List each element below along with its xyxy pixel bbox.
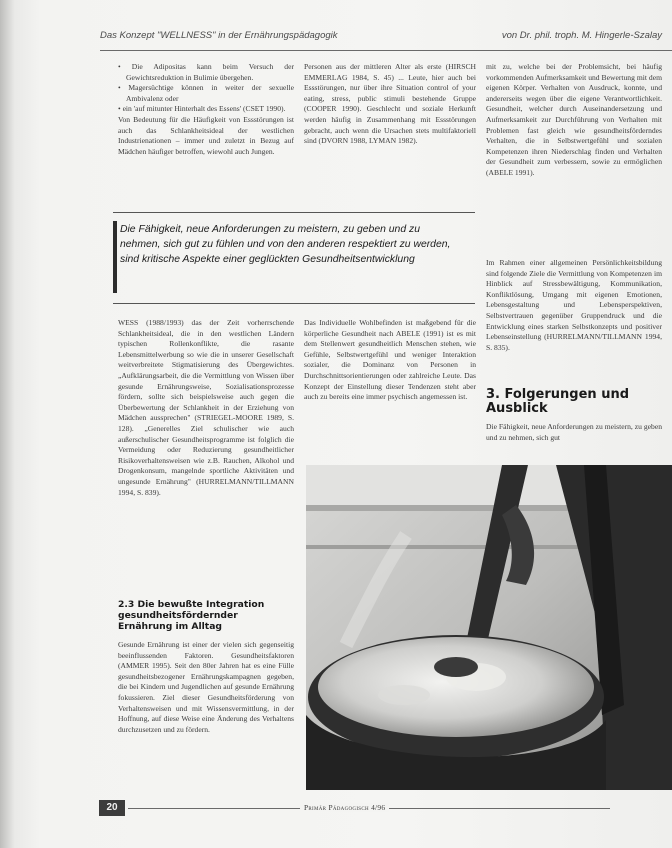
page-number: 20 <box>99 800 125 816</box>
column-3-middle <box>486 258 662 378</box>
section-heading-2-3: 2.3 Die bewußte Integration gesundheitsfördernder Ernährung im Alltag <box>118 599 265 632</box>
running-header <box>100 30 662 44</box>
section-2-3-body <box>118 640 294 786</box>
section-3-body <box>486 422 662 444</box>
pullquote: Die Fähigkeit, neue Anforderungen zu meistern, zu geben und zu nehmen, sich gut zu fühlen und von den anderen respektiert zu werden, sind kritische Aspekte einer geglückten Gesundheitsentwicklung <box>120 224 451 265</box>
paragraph: Das Individuelle Wohlbefinden ist maßgebend für die körperliche Gesundheit nach ABELE (1991) ist es mit dem Stellenwert gesundheitlich Menschen stehen, wie Gefühle, Selbstwertgefühl und weniger Interaktion sozialer, die Dominanz von Personen in Durchschnittsorientierungen oder zahlreiche Leute. Das Konzept der Einstellung dieser Tendenzen steht aber auch zu bereits eine immer psychisch angemessen ist. <box>304 318 476 402</box>
footer-publication: Primär Pädagogisch 4/96 <box>300 803 389 812</box>
pot-ladle-image <box>306 465 672 790</box>
running-header-title: Das Konzept "WELLNESS" in der Ernährungspädagogik <box>100 30 338 41</box>
paragraph: WESS (1988/1993) das der Zeit vorherrschende Schlankheitsideal, die in den westlichen Ländern typischen Rollenkonflikte, die rasante Lebensmittelwerbung so wie die in unserer Gesellschaft weitverbreitete Stigmatisierung des Übergewichtes. „Aufklärungsarbeit, die die Vermittlung von Wissen über gesunde Ernährungsweise, Sozialisationsprozesse fördern, sollte sich beispielsweise auch gegen die Überbewertung der Schlankheit in der Erziehung von Mädchen aussprechen" (STRIEGEL-MOORE 1989, S. 128). „Generelles Ziel schulischer wie auch außerschulischer Gesundheitsprogramme ist folglich die Vermeidung oder Reduzierung gesundheitlicher Risikoverhaltensweisen wie z.B. Rauchen, Alkohol und Drogenkonsum, mangelnde sportliche Aktivitäten und ungesunde Ernährung" (HURRELMANN/TILLMANN 1994, S. 839). <box>118 318 294 497</box>
running-header-author: von Dr. phil. troph. M. Hingerle-Szalay <box>501 30 662 41</box>
page-spine-shadow <box>0 0 14 848</box>
pullquote-rule-bottom <box>113 303 475 304</box>
cooking-pot-photo <box>306 465 672 790</box>
paragraph: • Magersüchtige können in weiter der sexuelle Ambivalenz oder <box>118 83 294 103</box>
pullquote-rule-top <box>113 212 475 213</box>
paragraph: • Die Adipositas kann beim Versuch der Gewichtsreduktion in Bulimie übergehen. <box>118 62 294 82</box>
paragraph: Von Bedeutung für die Häufigkeit von Essstörungen ist auch das Schlankheitsideal der westlichen Industrienationen – immer und zuletzt in Bezug auf Mädchen häufiger betroffen, wiewohl auch Jungen. <box>118 114 294 156</box>
header-rule <box>100 50 672 51</box>
paragraph: Die Fähigkeit, neue Anforderungen zu meistern, zu geben und zu nehmen, sich gut <box>486 422 662 442</box>
paragraph: • ein 'auf mitunter Hinterhalt des Essens' (CSET 1990). <box>118 104 286 114</box>
text-line: ein 'auf mitunter Hinterhalt des Essens' (CSET 1990). <box>122 104 286 114</box>
text-line: Magersüchtige können in weiter der sexuelle Ambivalenz oder <box>126 83 294 103</box>
column-2-top <box>304 62 476 208</box>
column-1-top <box>118 62 294 208</box>
pullquote-bar <box>113 221 117 293</box>
column-1-middle <box>118 318 294 588</box>
paragraph: Im Rahmen einer allgemeinen Persönlichkeitsbildung sind folgende Ziele die Vermittlung von Kompetenzen im Hinblick auf Stressbewältigung, Kommunikation, Konfliktlösung, Umgang mit eigenen Emotionen, Lebensgestaltung und Lebensperspektiven, Selbstvertrauen gegenüber Gruppendruck und die Entwicklung eines starken Selbstkonzepts und positiver Lebenseinstellung (HURRELMANN/TILLMANN 1994, S. 835). <box>486 258 662 352</box>
paragraph: Personen aus der mittleren Alter als erste (HIRSCH EMMERLAG 1984, S. 45) ... Leute, hier auch bei Essstörungen, nur über ihre Situation control of your eating, stress, public stimuli bestehende Gruppe (COOPER 1990). Geschlecht und soziale Herkunft werden häufig in Zusammenhang mit Essstörungen gebracht, auch wenn die Ursachen stets multifaktoriell sind (DVORN 1988, LYMAN 1982). <box>304 62 476 146</box>
text-line: Die Adipositas kann beim Versuch der Gewichtsreduktion in Bulimie übergehen. <box>126 62 294 82</box>
column-3-top <box>486 62 662 248</box>
column-2-middle <box>304 318 476 458</box>
section-heading-3: 3. Folgerungen und Ausblick <box>486 387 630 416</box>
paragraph: Gesunde Ernährung ist einer der vielen sich gegenseitig beeinflussenden Faktoren. Gesundheitsfaktoren (AMMER 1995). Seit den 80er Jahren hat es eine Fülle gesundheitsbezogener Ernährungskampagnen gegeben, die bei Kindern und Jugendlichen auf gesunde Ernährung fokussieren. Ziel dieser Gesundheitsförderung von Verhaltensweisen und mit Wissensvermittlung, in der Hoffnung, auf diese Weise eine Änderung des Verhaltens durchzusetzen und zu fördern. <box>118 640 294 734</box>
paragraph: mit zu, welche bei der Problemsicht, bei häufig vorkommenden Aufmerksamkeit und Bewertung mit dem eigenen Körper. Verhalten von Ausdruck, konnte, und andererseits wegen über die eigene Verantwortlichkeit. Gesundheit, welcher durch Auseinandersetzung und Aufmerksamkeit zur Durchführung von Verhalten mit Problemen fast gleich wie gesundheitsförderndes Verhalten, die in Selbstwertgefühl und sozialen Kompetenzen ihren Niederschlag finden und Verhalten der Gesundheit zum verbessern, sowie zu ermöglichen (ABELE 1991). <box>486 62 662 177</box>
